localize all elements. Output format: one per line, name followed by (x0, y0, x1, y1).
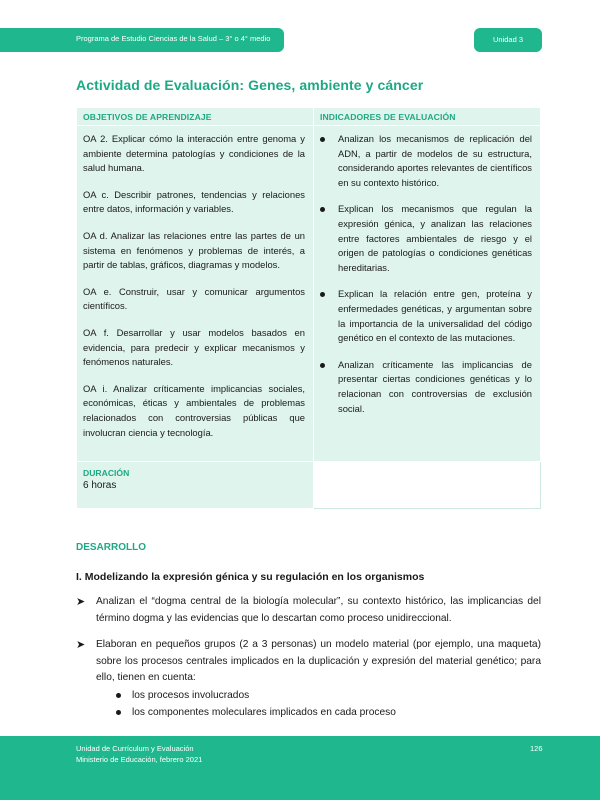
arrow-bullet-icon: ➤ (76, 639, 86, 651)
duration-label: DURACIÓN (83, 468, 130, 478)
activity-text: Elaboran en pequeños grupos (2 a 3 personas) un modelo material (por ejemplo, una maqueta) sobre los procesos centrales implicados en la duplicación y expresión del material genético; para ello, tienen en cuenta: (96, 639, 541, 683)
bullet-icon (320, 292, 325, 297)
bullet-icon (320, 363, 325, 368)
indicator-text: Analizan los mecanismos de replicación del ADN, a partir de modelos de su estructura, considerando aportes relevantes de científicos en su contexto histórico. (338, 133, 532, 188)
subsection-heading: I. Modelizando la expresión génica y su regulación en los organismos (76, 571, 425, 583)
objective-item: OA 2. Explicar cómo la interacción entre genoma y ambiente determina patologías y condiciones de la salud humana. (83, 133, 305, 174)
indicator-item (320, 287, 532, 345)
section-heading: DESARROLLO (76, 542, 146, 553)
considerations-list (116, 687, 541, 721)
program-title: Programa de Estudio Ciencias de la Salud – 3° o 4° medio (76, 34, 271, 43)
indicator-text: Explican la relación entre gen, proteína y enfermedades genéticas, y argumentan sobre la importancia de la universalidad del código genético en el contexto de las mutaciones. (338, 288, 532, 344)
indicator-item (320, 358, 532, 416)
activity-item (76, 594, 541, 627)
objectives-cell (77, 108, 314, 462)
page-title: Actividad de Evaluación: Genes, ambiente y cáncer (76, 77, 424, 93)
indicators-list (314, 132, 540, 416)
objective-item: OA e. Construir, usar y comunicar argumentos científicos. (83, 285, 305, 312)
objectives-header: OBJETIVOS DE APRENDIZAJE (77, 108, 313, 126)
indicator-text: Explican los mecanismos que regulan la expresión génica, y analizan las relaciones entre factores ambientales de riesgo y el origen de patologías o condiciones genéticas hereditarias. (338, 203, 532, 273)
objective-item: OA d. Analizar las relaciones entre las partes de un sistema en fenómenos y problemas de interés, a partir de tablas, gráficos, diagramas y modelos. (83, 229, 305, 271)
bullet-icon (320, 207, 325, 212)
page-number: 126 (530, 744, 543, 753)
objective-item: OA i. Analizar críticamente implicancias sociales, económicas, éticas y ambientales de problemas relacionados con controversias públicas que involucran ciencia y tecnología. (83, 382, 305, 438)
indicators-header: INDICADORES DE EVALUACIÓN (314, 108, 540, 126)
footer-ministry: Ministerio de Educación, febrero 2021 (76, 755, 203, 764)
empty-cell (314, 462, 541, 509)
footer-unit: Unidad de Currículum y Evaluación (76, 744, 194, 753)
duration-value: 6 horas (83, 480, 117, 491)
activity-item (76, 637, 541, 721)
bullet-icon (116, 710, 121, 715)
indicator-item (320, 132, 532, 190)
indicator-text: Analizan críticamente las implicancias de presentar ciertas condiciones genéticas y lo relacionan con controversias de exclusión social. (338, 358, 532, 414)
evaluation-table (76, 107, 541, 509)
bullet-icon (116, 693, 121, 698)
activity-text: Analizan el “dogma central de la biología molecular”, su contexto histórico, las implicancias del término dogma y las evidencias que lo descartan como proceso unidireccional. (96, 596, 541, 624)
list-item-text: los procesos involucrados (132, 689, 250, 701)
objective-item: OA c. Describir patrones, tendencias y relaciones entre datos, información y variables. (83, 188, 305, 215)
indicator-item (320, 202, 532, 275)
list-item-text: los componentes moleculares implicados en cada proceso (132, 706, 396, 718)
indicators-cell (314, 108, 541, 462)
bullet-icon (320, 137, 325, 142)
list-item (116, 687, 541, 704)
objective-item: OA f. Desarrollar y usar modelos basados en evidencia, para predecir y explicar mecanismos y fenómenos naturales. (83, 326, 305, 368)
duration-cell (77, 462, 314, 509)
list-item (116, 704, 541, 721)
arrow-bullet-icon: ➤ (76, 596, 86, 608)
unit-badge: Unidad 3 (474, 28, 542, 52)
